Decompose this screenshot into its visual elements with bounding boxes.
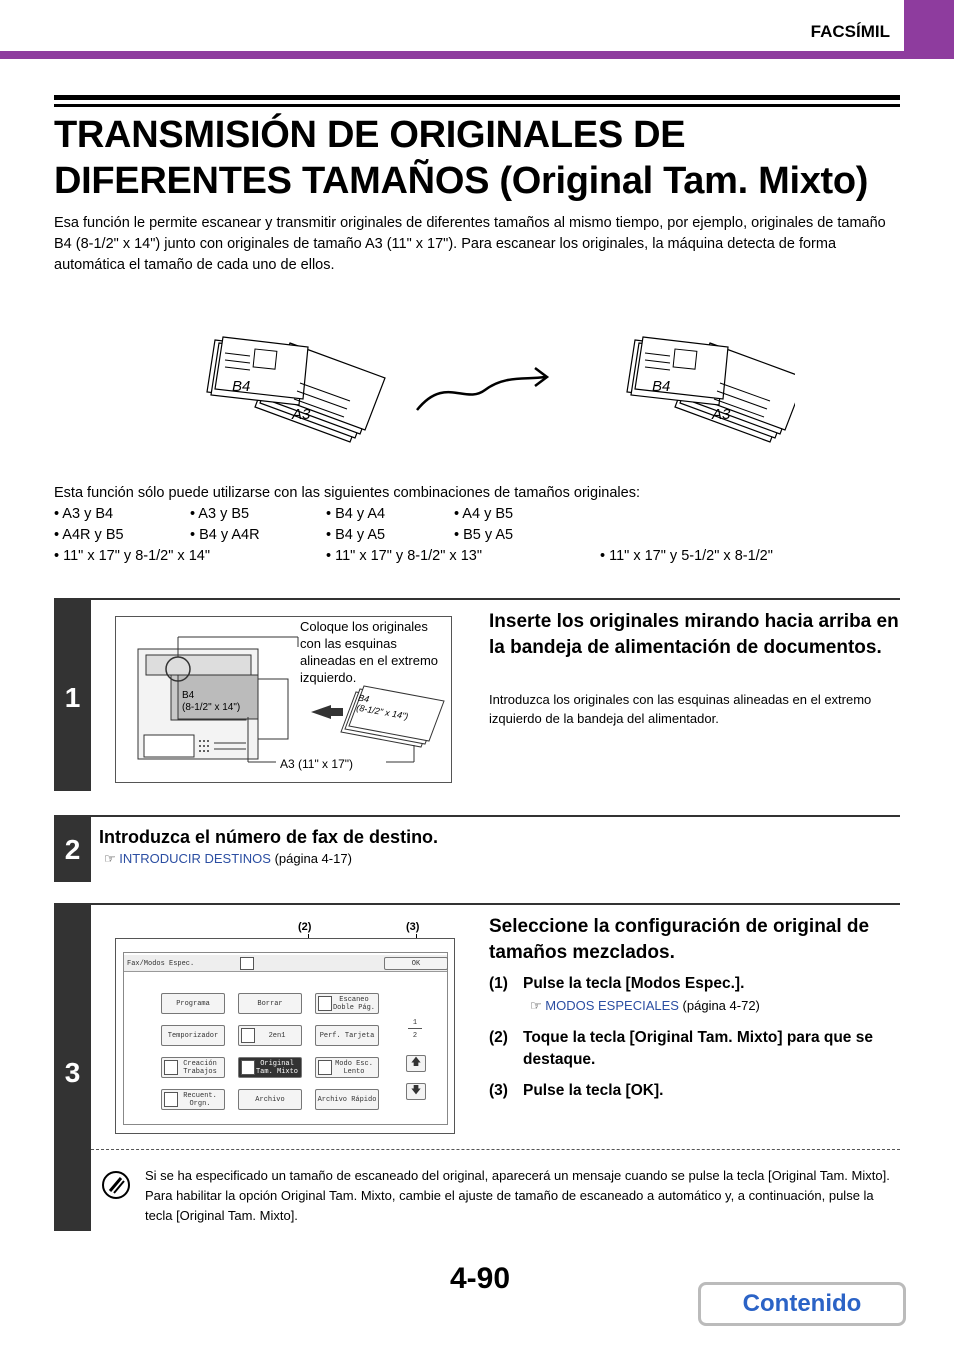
- hand-pointer-icon: ☞: [104, 851, 116, 866]
- btn-archivo-rapido[interactable]: Archivo Rápido: [315, 1089, 379, 1110]
- btn-modo-esc-lento[interactable]: Modo Esc. Lento: [315, 1057, 379, 1078]
- step-3-item-2: [489, 1027, 889, 1071]
- btn-borrar[interactable]: Borrar: [238, 993, 302, 1014]
- b4-label: B4: [182, 690, 195, 701]
- btn-recuent-orgn[interactable]: Recuent. Orgn.: [161, 1089, 225, 1110]
- step-3-item-3: [489, 1080, 889, 1102]
- btn-temporizador[interactable]: Temporizador: [161, 1025, 225, 1046]
- marker-3: (3): [406, 921, 420, 933]
- combo-item: • B4 y A4R: [190, 527, 260, 543]
- page-number: 4-90: [449, 1262, 511, 1295]
- marker-2: (2): [298, 921, 312, 933]
- combo-item: • B4 y A4: [326, 506, 386, 522]
- mixed-size-icon: [241, 1060, 255, 1075]
- step-3-number: 3: [64, 1057, 81, 1088]
- step-2-number: 2: [64, 834, 81, 865]
- page-ref: (página 4-72): [678, 998, 760, 1013]
- screen-title: Fax/Modos Espec.: [127, 960, 195, 968]
- item-text: Toque la tecla [Original Tam. Mixto] para que se destaque.: [523, 1029, 873, 1068]
- btn-original-tam-mixto[interactable]: Original Tam. Mixto: [238, 1057, 302, 1078]
- note-pencil-icon: [101, 1170, 131, 1200]
- item-text: Pulse la tecla [OK].: [523, 1082, 664, 1099]
- link-introducir-destinos[interactable]: INTRODUCIR DESTINOS: [119, 851, 271, 866]
- tray-b4-label: B4: [357, 692, 370, 705]
- btn-programa[interactable]: Programa: [161, 993, 225, 1014]
- copy-mode-icon: [240, 957, 254, 970]
- page-divider: [408, 1028, 422, 1029]
- combo-item: • A3 y B5: [190, 506, 250, 522]
- diagram-label-b4: B4: [232, 378, 251, 395]
- btn-creacion-trabajos[interactable]: Creación Trabajos: [161, 1057, 225, 1078]
- intro-paragraph: Esa función le permite escanear y transmitir originales de diferentes tamaños al mismo tiempo, por ejemplo, originales de tamaño B4 (8-1/2" x 14") junto con originales de tamaño A3 (11" x 17"). Para escanear los originales, la máquina detecta de forma automática el tamaño de cada uno de ellos.: [54, 215, 886, 273]
- note-text: Si se ha especificado un tamaño de escaneado del original, aparecerá un mensaje cuando se pulse la tecla [Original Tam. Mixto]. Para habilitar la opción Original Tam. Mixto, cambie el ajuste de tamaño de escaneado a automático y, a continuación, pulse la tecla [Original Tam. Mixto].: [145, 1168, 890, 1223]
- count-icon: [164, 1092, 178, 1107]
- scroll-down-button[interactable]: 🡇: [406, 1083, 426, 1100]
- contents-button[interactable]: Contenido: [698, 1282, 906, 1326]
- step-3-item-1: [489, 973, 889, 995]
- hand-pointer-icon: ☞: [530, 998, 542, 1013]
- step-1-number: 1: [64, 682, 81, 713]
- combo-intro: Esta función sólo puede utilizarse con las siguientes combinaciones de tamaños originales:: [54, 485, 640, 501]
- slow-scan-icon: [318, 1060, 332, 1075]
- step-3-rule: [91, 903, 900, 905]
- btn-2en1[interactable]: 2en1: [238, 1025, 302, 1046]
- combo-item: • A4 y B5: [454, 506, 514, 522]
- page-ref: (página 4-17): [270, 851, 352, 866]
- combo-item: • 11" x 17" y 8-1/2" x 14": [54, 548, 210, 564]
- screen-ok-button[interactable]: OK: [384, 957, 448, 970]
- section-label: FACSÍMIL: [810, 22, 890, 41]
- book-scan-icon: [318, 996, 332, 1011]
- step-1-callout: Coloque los originales con las esquinas alineadas en el extremo izquierdo.: [300, 619, 439, 685]
- step-3-reference: [530, 998, 760, 1014]
- btn-perf-tarjeta[interactable]: Perf. Tarjeta: [315, 1025, 379, 1046]
- b4-size-label: (8-1/2" x 14"): [182, 702, 241, 713]
- item-number: (3): [489, 1082, 508, 1099]
- combo-item: • 11" x 17" y 8-1/2" x 13": [326, 548, 482, 564]
- header-rule: [0, 51, 954, 59]
- two-in-one-icon: [241, 1028, 255, 1043]
- step-1-heading: Inserte los originales mirando hacia arriba en la bandeja de alimentación de documentos.: [489, 611, 899, 658]
- scroll-up-button[interactable]: 🡅: [406, 1055, 426, 1072]
- step-3-heading: Seleccione la configuración de original de tamaños mezclados.: [489, 916, 870, 963]
- combo-item: • A3 y B4: [54, 506, 114, 522]
- page-current: 1: [412, 1019, 418, 1027]
- step-2-reference: [104, 851, 352, 867]
- step-1-label-a3: A3 (11" x 17"): [280, 757, 353, 771]
- diagram-label-a3: A3: [292, 406, 311, 423]
- step-2-heading: Introduzca el número de fax de destino.: [99, 827, 439, 847]
- mixed-originals-diagram: [195, 335, 795, 445]
- title-rule-thin: [54, 104, 900, 107]
- job-build-icon: [164, 1060, 178, 1075]
- combo-item: • B5 y A5: [454, 527, 514, 543]
- combo-item: • B4 y A5: [326, 527, 386, 543]
- step-1-rule: [91, 598, 900, 600]
- btn-escaneo-doble[interactable]: Escaneo Doble Pág.: [315, 993, 379, 1014]
- tray-b4-size-label: (8-1/2" x 14"): [355, 702, 410, 722]
- title-rule: [54, 95, 900, 100]
- step-2-rule: [91, 815, 900, 817]
- note-divider: [91, 1149, 900, 1150]
- header-tab: [904, 0, 954, 59]
- step-1-body: Introduzca los originales con las esquinas alineadas en el extremo izquierdo de la bandeja del alimentador.: [489, 692, 872, 726]
- combo-item: • 11" x 17" y 5-1/2" x 8-1/2": [600, 548, 773, 564]
- btn-archivo[interactable]: Archivo: [238, 1089, 302, 1110]
- page-title: TRANSMISIÓN DE ORIGINALES DE DIFERENTES TAMAÑOS (Original Tam. Mixto): [54, 114, 869, 202]
- combo-item: • A4R y B5: [54, 527, 124, 543]
- link-modos-especiales[interactable]: MODOS ESPECIALES: [545, 998, 679, 1013]
- diagram-label-b4-right: B4: [652, 378, 671, 395]
- diagram-label-a3-right: A3: [712, 406, 731, 423]
- item-text: Pulse la tecla [Modos Espec.].: [523, 975, 745, 992]
- step-1-label-b4: [182, 690, 240, 714]
- page-total: 2: [412, 1032, 418, 1040]
- item-number: (2): [489, 1029, 508, 1046]
- item-number: (1): [489, 975, 508, 992]
